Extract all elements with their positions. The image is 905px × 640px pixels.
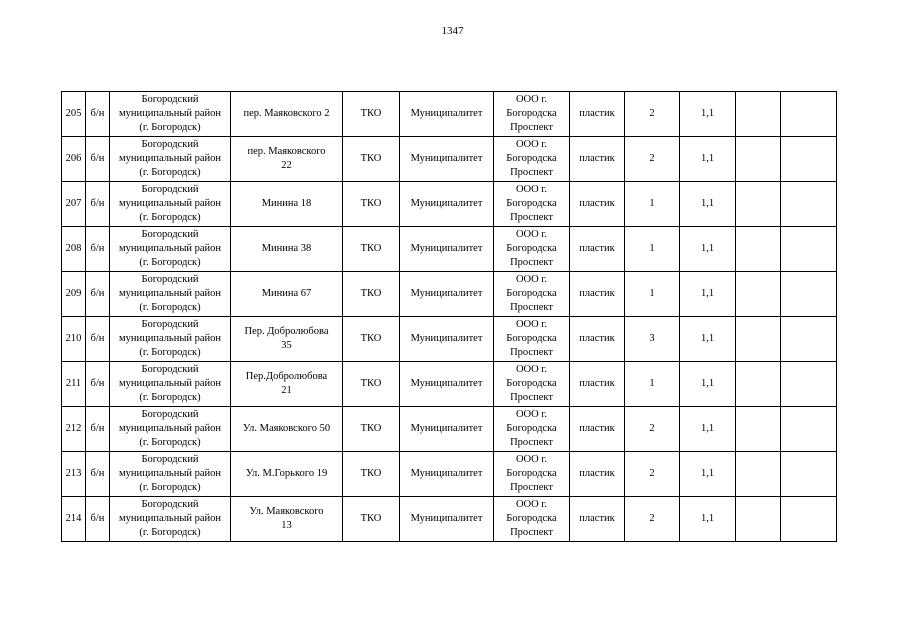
bn-cell: б/н (86, 497, 110, 542)
organization-line: Богородска (506, 288, 557, 299)
row-number-cell: 207 (62, 182, 86, 227)
container-volume-cell: 1,1 (680, 272, 736, 317)
district-line: Богородский (141, 274, 199, 285)
table-row (62, 92, 837, 137)
material-cell: пластик (570, 452, 625, 497)
empty-cell (736, 497, 781, 542)
district-line: муниципальный район (118, 423, 222, 434)
bn-cell: б/н (86, 92, 110, 137)
empty-cell (736, 362, 781, 407)
waste-type-cell: ТКО (343, 362, 400, 407)
empty-cell (736, 452, 781, 497)
organization-line: Богородска (506, 243, 557, 254)
organization-line: ООО г. (515, 364, 548, 375)
row-number-cell: 205 (62, 92, 86, 137)
address-line: Ул. Маяковского 50 (242, 423, 331, 434)
district-cell (110, 227, 231, 272)
district-line: Богородский (141, 184, 199, 195)
container-count-cell: 3 (625, 317, 680, 362)
address-line: 22 (281, 160, 292, 171)
waste-type-cell: ТКО (343, 407, 400, 452)
organization-line: ООО г. (515, 274, 548, 285)
container-volume-cell: 1,1 (680, 452, 736, 497)
container-count-cell: 2 (625, 407, 680, 452)
organization-cell (494, 497, 570, 542)
owner-cell: Муниципалитет (400, 137, 494, 182)
district-line: Богородский (141, 229, 199, 240)
container-count-cell: 2 (625, 452, 680, 497)
district-line: муниципальный район (118, 198, 222, 209)
material-cell: пластик (570, 227, 625, 272)
address-line: Минина 38 (261, 243, 312, 254)
owner-cell: Муниципалитет (400, 407, 494, 452)
empty-cell (781, 137, 837, 182)
owner-cell: Муниципалитет (400, 227, 494, 272)
registry-body (62, 92, 837, 542)
organization-line: ООО г. (515, 319, 548, 330)
organization-line: Богородска (506, 198, 557, 209)
container-volume-cell: 1,1 (680, 182, 736, 227)
row-number-cell: 209 (62, 272, 86, 317)
district-line: Богородский (141, 139, 199, 150)
table-row (62, 497, 837, 542)
bn-cell: б/н (86, 182, 110, 227)
district-line: (г. Богородск) (139, 437, 201, 448)
waste-type-cell: ТКО (343, 227, 400, 272)
container-count-cell: 1 (625, 182, 680, 227)
organization-cell (494, 452, 570, 497)
district-cell (110, 497, 231, 542)
organization-cell (494, 362, 570, 407)
empty-cell (736, 137, 781, 182)
empty-cell (781, 497, 837, 542)
address-line: Пер.Добролюбова (245, 371, 328, 382)
row-number-cell: 206 (62, 137, 86, 182)
address-line: Ул. М.Горького 19 (245, 468, 328, 479)
district-line: (г. Богородск) (139, 257, 201, 268)
material-cell: пластик (570, 272, 625, 317)
address-cell (231, 407, 343, 452)
waste-type-cell: ТКО (343, 317, 400, 362)
waste-type-cell: ТКО (343, 182, 400, 227)
table-row (62, 182, 837, 227)
owner-cell: Муниципалитет (400, 182, 494, 227)
table-row (62, 317, 837, 362)
address-line: Ул. Маяковского (249, 506, 324, 517)
material-cell: пластик (570, 317, 625, 362)
address-cell (231, 317, 343, 362)
organization-line: Богородска (506, 108, 557, 119)
district-line: (г. Богородск) (139, 392, 201, 403)
table-row (62, 407, 837, 452)
table-row (62, 272, 837, 317)
district-line: (г. Богородск) (139, 527, 201, 538)
empty-cell (781, 317, 837, 362)
row-number-cell: 210 (62, 317, 86, 362)
container-volume-cell: 1,1 (680, 317, 736, 362)
district-line: (г. Богородск) (139, 212, 201, 223)
table-row (62, 452, 837, 497)
address-cell (231, 362, 343, 407)
page-number: 1347 (441, 25, 464, 37)
waste-type-cell: ТКО (343, 137, 400, 182)
bn-cell: б/н (86, 137, 110, 182)
table-row (62, 227, 837, 272)
empty-cell (781, 92, 837, 137)
district-line: (г. Богородск) (139, 482, 201, 493)
container-count-cell: 2 (625, 137, 680, 182)
address-cell (231, 182, 343, 227)
bn-cell: б/н (86, 227, 110, 272)
district-line: муниципальный район (118, 333, 222, 344)
container-count-cell: 1 (625, 272, 680, 317)
district-cell (110, 182, 231, 227)
organization-line: ООО г. (515, 499, 548, 510)
district-line: Богородский (141, 319, 199, 330)
owner-cell: Муниципалитет (400, 452, 494, 497)
waste-type-cell: ТКО (343, 272, 400, 317)
organization-line: ООО г. (515, 454, 548, 465)
organization-line: Богородска (506, 468, 557, 479)
empty-cell (781, 452, 837, 497)
table-row (62, 137, 837, 182)
container-volume-cell: 1,1 (680, 362, 736, 407)
container-count-cell: 2 (625, 497, 680, 542)
district-line: Богородский (141, 364, 199, 375)
owner-cell: Муниципалитет (400, 92, 494, 137)
organization-line: ООО г. (515, 94, 548, 105)
row-number-cell: 208 (62, 227, 86, 272)
row-number-cell: 213 (62, 452, 86, 497)
material-cell: пластик (570, 137, 625, 182)
district-cell (110, 362, 231, 407)
row-number-cell: 214 (62, 497, 86, 542)
organization-line: Проспект (510, 347, 553, 358)
district-cell (110, 407, 231, 452)
empty-cell (781, 407, 837, 452)
address-line: пер. Маяковского 2 (243, 108, 330, 119)
district-line: (г. Богородск) (139, 122, 201, 133)
owner-cell: Муниципалитет (400, 362, 494, 407)
owner-cell: Муниципалитет (400, 272, 494, 317)
material-cell: пластик (570, 407, 625, 452)
organization-line: Проспект (510, 212, 553, 223)
district-line: (г. Богородск) (139, 302, 201, 313)
organization-line: Проспект (510, 437, 553, 448)
district-line: (г. Богородск) (139, 347, 201, 358)
address-cell (231, 272, 343, 317)
organization-line: Богородска (506, 333, 557, 344)
organization-line: ООО г. (515, 229, 548, 240)
bn-cell: б/н (86, 452, 110, 497)
organization-line: Проспект (510, 257, 553, 268)
district-cell (110, 272, 231, 317)
container-volume-cell: 1,1 (680, 137, 736, 182)
district-line: муниципальный район (118, 243, 222, 254)
district-line: муниципальный район (118, 108, 222, 119)
empty-cell (781, 272, 837, 317)
organization-cell (494, 227, 570, 272)
material-cell: пластик (570, 182, 625, 227)
organization-line: ООО г. (515, 139, 548, 150)
address-line: 35 (281, 340, 292, 351)
district-cell (110, 137, 231, 182)
organization-line: Богородска (506, 423, 557, 434)
waste-type-cell: ТКО (343, 92, 400, 137)
organization-line: Богородска (506, 153, 557, 164)
container-volume-cell: 1,1 (680, 227, 736, 272)
bn-cell: б/н (86, 362, 110, 407)
organization-cell (494, 92, 570, 137)
district-line: муниципальный район (118, 468, 222, 479)
table-row (62, 362, 837, 407)
address-cell (231, 137, 343, 182)
material-cell: пластик (570, 92, 625, 137)
empty-cell (736, 317, 781, 362)
organization-line: Проспект (510, 302, 553, 313)
address-line: 21 (281, 385, 292, 396)
empty-cell (736, 227, 781, 272)
container-volume-cell: 1,1 (680, 92, 736, 137)
organization-line: ООО г. (515, 184, 548, 195)
organization-cell (494, 407, 570, 452)
empty-cell (781, 362, 837, 407)
address-line: Минина 18 (261, 198, 312, 209)
empty-cell (736, 272, 781, 317)
bn-cell: б/н (86, 407, 110, 452)
empty-cell (736, 92, 781, 137)
organization-line: Богородска (506, 513, 557, 524)
waste-type-cell: ТКО (343, 452, 400, 497)
district-cell (110, 452, 231, 497)
empty-cell (781, 227, 837, 272)
organization-line: Проспект (510, 392, 553, 403)
organization-cell (494, 317, 570, 362)
material-cell: пластик (570, 497, 625, 542)
waste-type-cell: ТКО (343, 497, 400, 542)
district-cell (110, 92, 231, 137)
district-cell (110, 317, 231, 362)
organization-cell (494, 137, 570, 182)
address-line: Минина 67 (261, 288, 312, 299)
container-volume-cell: 1,1 (680, 497, 736, 542)
empty-cell (736, 182, 781, 227)
district-line: муниципальный район (118, 288, 222, 299)
empty-cell (781, 182, 837, 227)
organization-line: Проспект (510, 122, 553, 133)
row-number-cell: 212 (62, 407, 86, 452)
address-line: Пер. Добролюбова (244, 326, 329, 337)
organization-line: Богородска (506, 378, 557, 389)
owner-cell: Муниципалитет (400, 497, 494, 542)
address-line: пер. Маяковского (247, 146, 326, 157)
district-line: Богородский (141, 409, 199, 420)
organization-line: Проспект (510, 527, 553, 538)
owner-cell: Муниципалитет (400, 317, 494, 362)
container-volume-cell: 1,1 (680, 407, 736, 452)
container-count-cell: 1 (625, 227, 680, 272)
address-cell (231, 227, 343, 272)
row-number-cell: 211 (62, 362, 86, 407)
bn-cell: б/н (86, 272, 110, 317)
waste-container-registry-table (61, 91, 837, 542)
district-line: Богородский (141, 454, 199, 465)
address-cell (231, 497, 343, 542)
address-cell (231, 92, 343, 137)
organization-cell (494, 272, 570, 317)
container-count-cell: 2 (625, 92, 680, 137)
empty-cell (736, 407, 781, 452)
bn-cell: б/н (86, 317, 110, 362)
district-line: Богородский (141, 94, 199, 105)
organization-line: ООО г. (515, 409, 548, 420)
district-line: муниципальный район (118, 513, 222, 524)
district-line: муниципальный район (118, 153, 222, 164)
organization-line: Проспект (510, 482, 553, 493)
district-line: Богородский (141, 499, 199, 510)
address-line: 13 (281, 520, 292, 531)
district-line: (г. Богородск) (139, 167, 201, 178)
material-cell: пластик (570, 362, 625, 407)
container-count-cell: 1 (625, 362, 680, 407)
organization-cell (494, 182, 570, 227)
organization-line: Проспект (510, 167, 553, 178)
address-cell (231, 452, 343, 497)
district-line: муниципальный район (118, 378, 222, 389)
